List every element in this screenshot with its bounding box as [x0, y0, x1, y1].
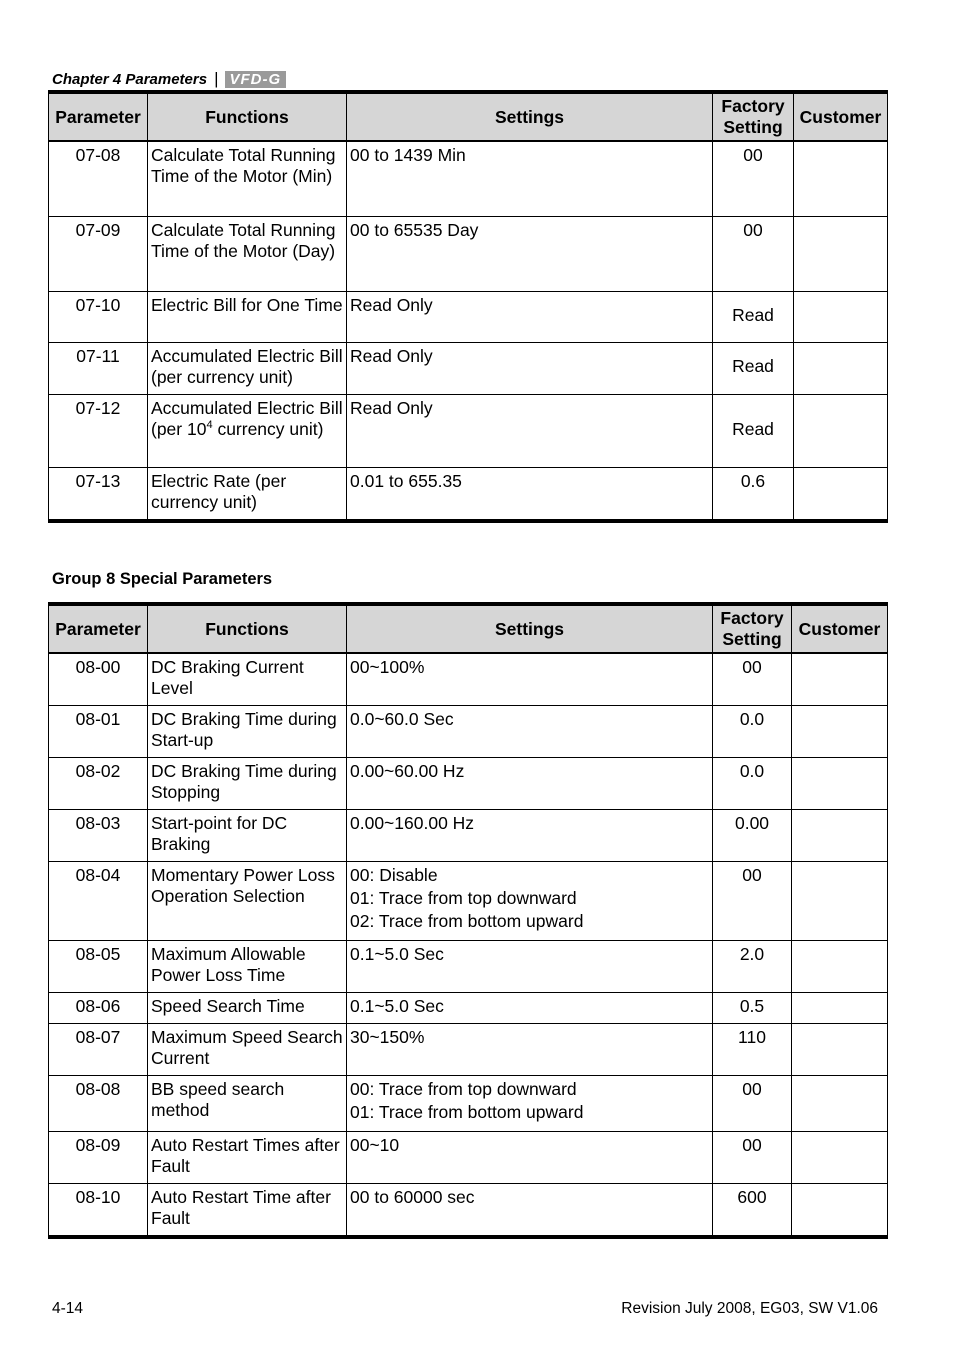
factory-setting: 00	[713, 216, 794, 291]
param-function: DC Braking Time during Start-up	[148, 706, 347, 758]
table-header-row	[49, 604, 888, 653]
customer-cell	[794, 291, 888, 342]
param-function: DC Braking Time during Stopping	[148, 758, 347, 810]
col-customer: Customer	[792, 604, 888, 653]
factory-setting: 0.0	[713, 706, 792, 758]
customer-cell	[792, 653, 888, 706]
param-code: 07-13	[49, 467, 148, 521]
param-settings: Read Only	[347, 291, 713, 342]
page-number: 4-14	[52, 1300, 84, 1317]
customer-cell	[792, 993, 888, 1024]
col-settings: Settings	[347, 604, 713, 653]
param-function: Accumulated Electric Bill (per currency unit)	[148, 342, 347, 394]
parameter-table-group8	[48, 602, 888, 1239]
param-code: 08-01	[49, 706, 148, 758]
col-factory-setting: Factory Setting	[713, 604, 792, 653]
param-code: 08-00	[49, 653, 148, 706]
customer-cell	[792, 1024, 888, 1076]
param-settings: 0.0~60.0 Sec	[347, 706, 713, 758]
parameter-table-group7	[48, 90, 888, 523]
param-code: 08-06	[49, 993, 148, 1024]
param-function: BB speed search method	[148, 1076, 347, 1132]
table-row	[49, 758, 888, 810]
customer-cell	[794, 467, 888, 521]
factory-setting: 00	[713, 653, 792, 706]
factory-setting: 00	[713, 1076, 792, 1132]
param-function: Calculate Total Running Time of the Motor (Min)	[148, 141, 347, 216]
table-row	[49, 467, 888, 521]
param-settings: 0.00~160.00 Hz	[347, 810, 713, 862]
param-code: 08-02	[49, 758, 148, 810]
param-code: 08-05	[49, 941, 148, 993]
table-row	[49, 291, 888, 342]
table-row	[49, 141, 888, 216]
factory-setting: 0.5	[713, 993, 792, 1024]
param-code: 07-11	[49, 342, 148, 394]
table-row	[49, 653, 888, 706]
factory-setting: 0.6	[713, 467, 794, 521]
param-settings: 00~100%	[347, 653, 713, 706]
param-function: Auto Restart Time after Fault	[148, 1184, 347, 1238]
factory-setting: 0.00	[713, 810, 792, 862]
param-code: 07-12	[49, 394, 148, 467]
customer-cell	[792, 1132, 888, 1184]
param-settings: Read Only	[347, 394, 713, 467]
col-functions: Functions	[148, 604, 347, 653]
param-settings: 00 to 1439 Min	[347, 141, 713, 216]
param-code: 08-08	[49, 1076, 148, 1132]
param-settings: 00 to 65535 Day	[347, 216, 713, 291]
group-title: Group 8 Special Parameters	[52, 570, 273, 588]
customer-cell	[792, 758, 888, 810]
customer-cell	[794, 216, 888, 291]
param-settings: 0.01 to 655.35	[347, 467, 713, 521]
param-code: 07-10	[49, 291, 148, 342]
table-row	[49, 1184, 888, 1238]
revision-note: Revision July 2008, EG03, SW V1.06	[621, 1300, 878, 1317]
param-function: Electric Rate (per currency unit)	[148, 467, 347, 521]
table-row	[49, 993, 888, 1024]
factory-setting: 00	[713, 862, 792, 941]
param-function: Auto Restart Times after Fault	[148, 1132, 347, 1184]
col-parameter: Parameter	[49, 604, 148, 653]
param-code: 07-08	[49, 141, 148, 216]
param-code: 07-09	[49, 216, 148, 291]
customer-cell	[792, 862, 888, 941]
table-row	[49, 1024, 888, 1076]
factory-setting: 00	[713, 1132, 792, 1184]
table-row	[49, 394, 888, 467]
table-row	[49, 862, 888, 941]
factory-setting: 00	[713, 141, 794, 216]
factory-setting: Read	[713, 342, 794, 394]
factory-setting: Read	[713, 291, 794, 342]
vfd-g-logo: VFD-G	[225, 71, 287, 88]
customer-cell	[792, 1076, 888, 1132]
factory-setting: Read	[713, 394, 794, 467]
param-function: DC Braking Current Level	[148, 653, 347, 706]
param-code: 08-09	[49, 1132, 148, 1184]
setting-option: 01: Trace from bottom upward	[350, 1102, 584, 1122]
col-functions: Functions	[148, 92, 347, 141]
col-factory-setting: Factory Setting	[713, 92, 794, 141]
param-settings	[347, 1076, 713, 1132]
param-code: 08-04	[49, 862, 148, 941]
customer-cell	[792, 706, 888, 758]
param-settings: 00 to 60000 sec	[347, 1184, 713, 1238]
page-header	[52, 68, 286, 90]
factory-setting: 0.0	[713, 758, 792, 810]
header-separator: |	[214, 69, 219, 88]
table-row	[49, 1132, 888, 1184]
table-row	[49, 810, 888, 862]
customer-cell	[794, 342, 888, 394]
customer-cell	[792, 810, 888, 862]
factory-setting: 110	[713, 1024, 792, 1076]
setting-option: 02: Trace from bottom upward	[350, 911, 584, 931]
factory-setting: 600	[713, 1184, 792, 1238]
param-settings: 0.1~5.0 Sec	[347, 941, 713, 993]
setting-option: 01: Trace from top downward	[350, 888, 577, 908]
param-settings: Read Only	[347, 342, 713, 394]
param-code: 08-07	[49, 1024, 148, 1076]
table-row	[49, 216, 888, 291]
setting-option: 00: Disable	[350, 865, 438, 885]
table-header-row	[49, 92, 888, 141]
param-function: Calculate Total Running Time of the Motor (Day)	[148, 216, 347, 291]
customer-cell	[794, 394, 888, 467]
col-parameter: Parameter	[49, 92, 148, 141]
param-settings: 0.1~5.0 Sec	[347, 993, 713, 1024]
table-row	[49, 706, 888, 758]
param-function: Accumulated Electric Bill (per $10^4$ currency unit)	[148, 394, 347, 467]
param-function: Start-point for DC Braking	[148, 810, 347, 862]
param-code: 08-10	[49, 1184, 148, 1238]
col-settings: Settings	[347, 92, 713, 141]
param-settings: 0.00~60.00 Hz	[347, 758, 713, 810]
table-row	[49, 1076, 888, 1132]
customer-cell	[792, 1184, 888, 1238]
factory-setting: 2.0	[713, 941, 792, 993]
customer-cell	[794, 141, 888, 216]
param-settings: 00~10	[347, 1132, 713, 1184]
param-function: Speed Search Time	[148, 993, 347, 1024]
param-function: Momentary Power Loss Operation Selection	[148, 862, 347, 941]
param-function: Maximum Allowable Power Loss Time	[148, 941, 347, 993]
table-row	[49, 342, 888, 394]
param-code: 08-03	[49, 810, 148, 862]
col-customer: Customer	[794, 92, 888, 141]
setting-option: 00: Trace from top downward	[350, 1079, 577, 1099]
chapter-title: Chapter 4 Parameters	[52, 70, 208, 88]
param-settings	[347, 862, 713, 941]
table-row	[49, 941, 888, 993]
param-function: Maximum Speed Search Current	[148, 1024, 347, 1076]
customer-cell	[792, 941, 888, 993]
param-function: Electric Bill for One Time	[148, 291, 347, 342]
param-settings: 30~150%	[347, 1024, 713, 1076]
